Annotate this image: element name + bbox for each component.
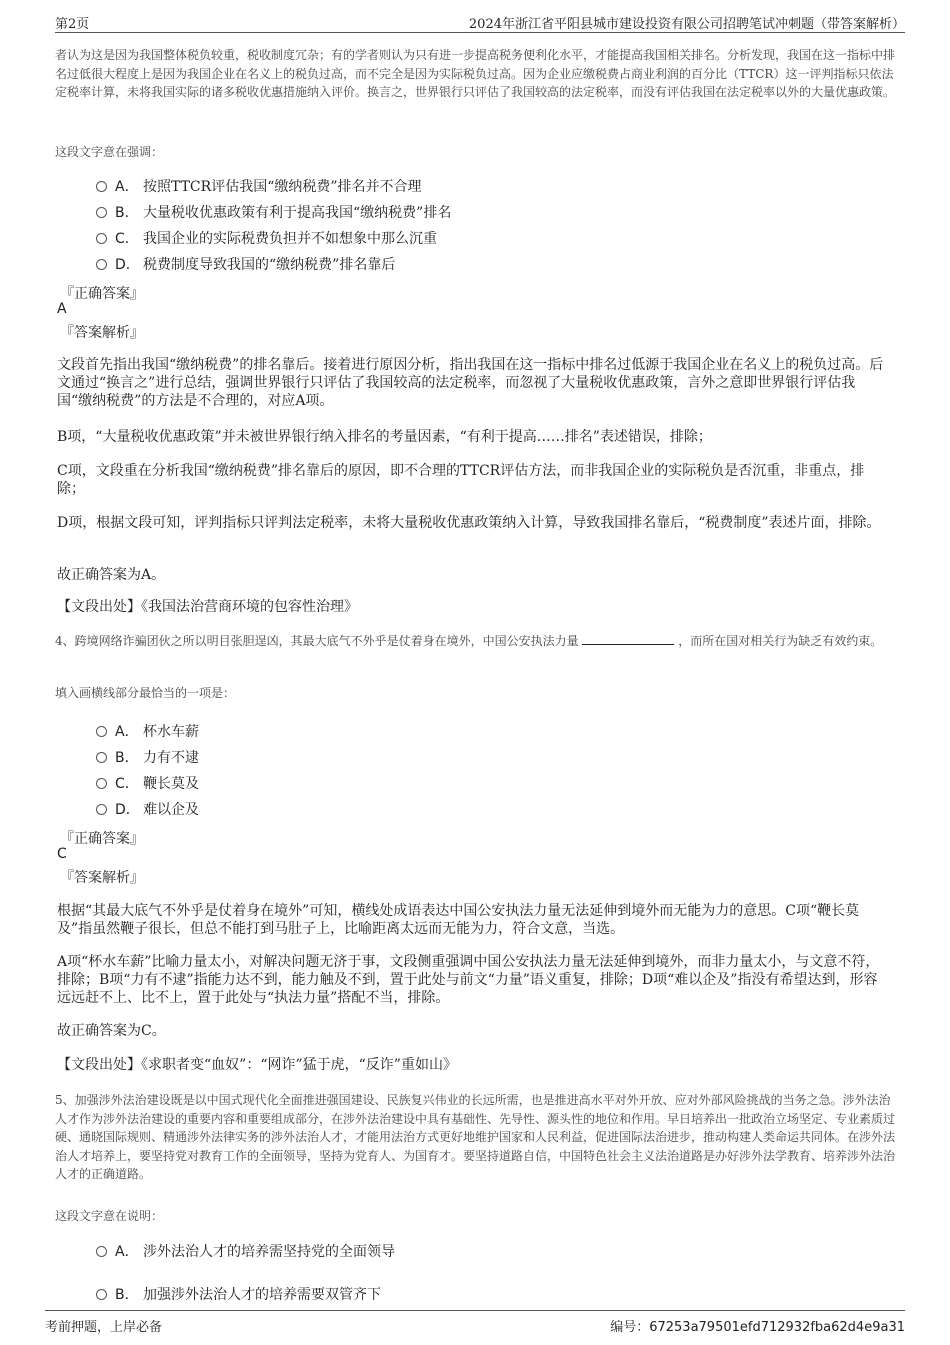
q5-option-a[interactable]: A． 涉外法治人才的培养需坚持党的全面领导: [96, 1241, 395, 1261]
q4-option-b[interactable]: B． 力有不逮: [96, 747, 199, 767]
q4-prompt: 填入画横线部分最恰当的一项是：: [55, 686, 236, 700]
radio-icon[interactable]: [96, 752, 107, 763]
q3-answer-label: 『正确答案』: [60, 286, 144, 302]
q4-option-d[interactable]: D． 难以企及: [96, 799, 199, 819]
radio-icon[interactable]: [96, 1289, 107, 1300]
q3-analysis-4: D项，根据文段可知，评判指标只评判法定税率，未将大量税收优惠政策纳入计算，导致我国排名靠后，“税费制度”表述片面，排除。: [57, 515, 881, 531]
q3-option-a[interactable]: A． 按照TTCR评估我国“缴纳税费”排名并不合理: [96, 176, 422, 196]
document-id: 编号：67253a79501efd712932fba62d4e9a31: [610, 1320, 905, 1335]
q5-prompt: 这段文字意在说明：: [55, 1209, 164, 1223]
q3-analysis-3: C项，文段重在分析我国“缴纳税费”排名靠后的原因，即不合理的TTCR评估方法，而非我国企业的实际税负是否沉重，非重点，排除；: [57, 463, 865, 497]
radio-icon[interactable]: [96, 259, 107, 270]
q3-prompt: 这段文字意在强调：: [55, 145, 164, 159]
q3-option-c[interactable]: C． 我国企业的实际税费负担并不如想象中那么沉重: [96, 228, 437, 248]
radio-icon[interactable]: [96, 726, 107, 737]
q4-option-c[interactable]: C． 鞭长莫及: [96, 773, 199, 793]
q5-option-b[interactable]: B． 加强涉外法治人才的培养需要双管齐下: [96, 1284, 381, 1304]
q3-analysis-5: 故正确答案为A。: [57, 567, 166, 583]
q4-option-a[interactable]: A． 杯水车薪: [96, 721, 199, 741]
q4-analysis-1: 根据“其最大底气不外乎是仗着身在境外”可知，横线处成语表达中国公安执法力量无法延伸到境外而无能为力的意思。C项“鞭长莫及”指虽然鞭子很长，但总不能打到马肚子上，比喻距离太远而无能为力，符合文意，当选。: [57, 903, 860, 937]
q3-analysis-1: 文段首先指出我国“缴纳税费”的排名靠后。接着进行原因分析，指出我国在这一指标中排名过低源于我国企业在名义上的税负过高。后文通过“换言之”进行总结，强调世界银行只评估了我国较高的法定税率，而忽视了大量税收优惠政策，言外之意即世界银行评估我国“缴纳税费”的方法是不合理的，对应A项。: [57, 357, 884, 409]
q3-answer: A: [57, 301, 67, 317]
q4-answer: C: [57, 846, 67, 862]
page-number: 第2页: [55, 17, 90, 32]
radio-icon[interactable]: [96, 804, 107, 815]
radio-icon[interactable]: [96, 233, 107, 244]
q3-passage: 者认为这是因为我国整体税负较重，税收制度冗杂；有的学者则认为只有进一步提高税务便利化水平，才能提高我国相关排名。分析发现，我国在这一指标中排名过低很大程度上是因为我国企业在名义上的税负过高，而不完全是因为实际税负过高。因为企业应缴税费占商业利润的百分比（TTCR）这一评判指标只依法定税率计算，未将我国实际的诸多税收优惠措施纳入评价。换言之，世界银行只评估了我国较高的法定税率，而没有评估我国在法定税率以外的大量优惠政策。: [55, 48, 896, 99]
q4-analysis-2: A项“杯水车薪”比喻力量太小，对解决问题无济于事，文段侧重强调中国公安执法力量无法延伸到境外，而非力量太小，与文意不符，排除；B项“力有不逮”指能力达不到，能力触及不到，置于此处与前文“力量”语义重复，排除；D项“难以企及”指没有希望达到，形容远远赶不上、比不上，置于此处与“执法力量”搭配不当，排除。: [57, 954, 880, 1006]
radio-icon[interactable]: [96, 778, 107, 789]
q4-analysis-label: 『答案解析』: [60, 870, 144, 886]
q5-stem: 5、加强涉外法治建设既是以中国式现代化全面推进强国建设、民族复兴伟业的长远所需，也是推进高水平对外开放、应对外部风险挑战的当务之急。涉外法治人才作为涉外法治建设的重要内容和重要组成部分，在涉外法治建设中具有基础性、先导性、源头性的地位和作用。早日培养出一批政治立场坚定、专业素质过硬、通晓国际规则、精通涉外法律实务的涉外法治人才，才能用法治方式更好地维护国家和人民利益，促进国际法治进步，推动构建人类命运共同体。在涉外法治人才培养上，要坚持党对教育工作的全面领导，坚持为党育人、为国育才。要坚持道路自信，中国特色社会主义法治道路是办好涉外法学教育、培养涉外法治人才的正确道路。: [55, 1093, 896, 1181]
q4-answer-label: 『正确答案』: [60, 831, 144, 847]
page-footer: [45, 1310, 905, 1339]
q3-option-d[interactable]: D． 税费制度导致我国的“缴纳税费”排名靠后: [96, 254, 395, 274]
radio-icon[interactable]: [96, 207, 107, 218]
q3-source: 【文段出处】《我国法治营商环境的包容性治理》: [57, 599, 358, 615]
page-header: [55, 8, 905, 33]
radio-icon[interactable]: [96, 181, 107, 192]
q3-analysis-label: 『答案解析』: [60, 325, 144, 341]
document-title: 2024年浙江省平阳县城市建设投资有限公司招聘笔试冲刺题（带答案解析）: [468, 17, 905, 32]
q4-stem: 4、跨境网络诈骗团伙之所以明目张胆逞凶，其最大底气不外乎是仗着身在境外，中国公安执法力量 ，而所在国对相关行为缺乏有效约束。: [55, 634, 883, 648]
q4-analysis-3: 故正确答案为C。: [57, 1023, 166, 1039]
q3-analysis-2: B项，“大量税收优惠政策”并未被世界银行纳入排名的考量因素，“有利于提高……排名”表述错误，排除；: [57, 429, 712, 445]
q4-source: 【文段出处】《求职者变“血奴”：“网诈”猛于虎，“反诈”重如山》: [57, 1057, 457, 1073]
radio-icon[interactable]: [96, 1246, 107, 1257]
footer-slogan: 考前押题，上岸必备: [45, 1320, 163, 1335]
answer-blank: [582, 632, 674, 645]
q3-option-b[interactable]: B． 大量税收优惠政策有利于提高我国“缴纳税费”排名: [96, 202, 451, 222]
